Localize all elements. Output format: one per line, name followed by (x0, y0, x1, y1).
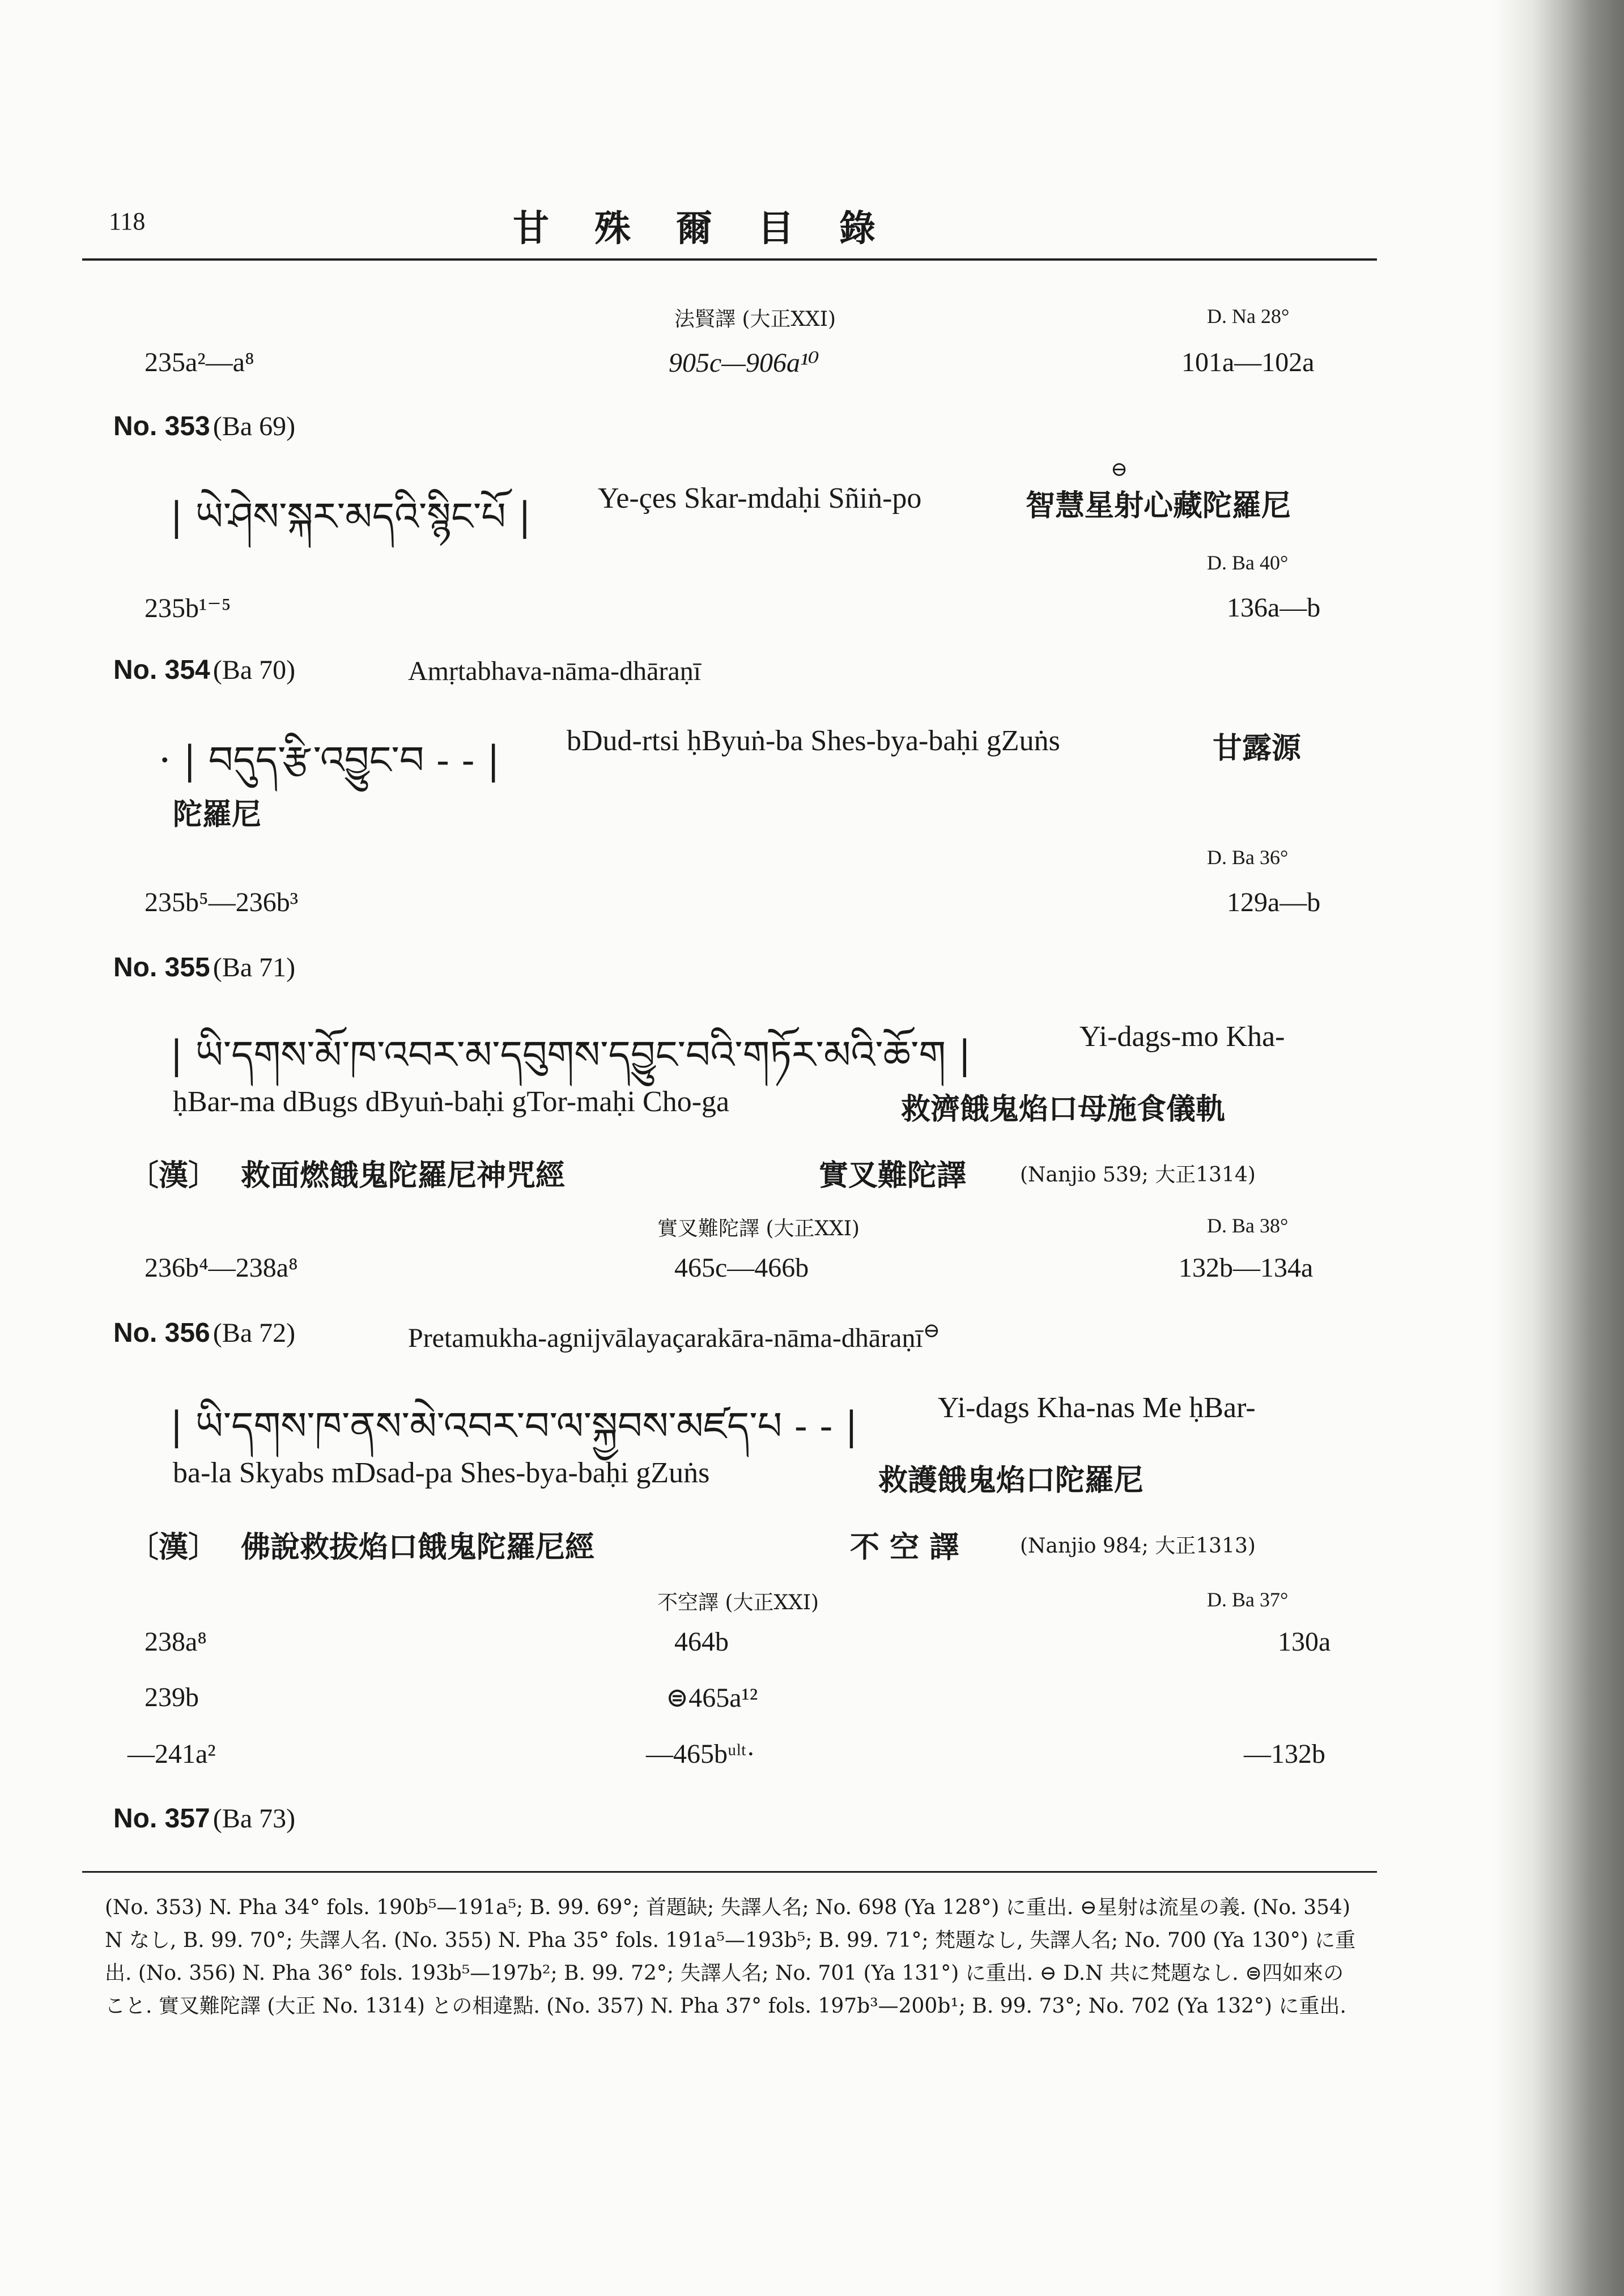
range-right: 132b—134a (1179, 1253, 1313, 1283)
tibetan-title: · | བདུད་རྩི་འབྱུང་བ - - | (159, 738, 500, 783)
han-label: 〔漢〕 (129, 1158, 218, 1193)
ref-head-right: D. Ba 37° (1207, 1588, 1289, 1611)
han-ref: (Nanjio 984; 大正1313) (1020, 1534, 1256, 1558)
transliteration: bDud-rtsi ḥByuṅ-ba Shes-bya-baḥi gZuṅs (567, 725, 1060, 757)
sanskrit-title-text: Pretamukha-agnijvālayaçarakāra-nāma-dhāraṇī (408, 1323, 923, 1353)
range-center: 464b (674, 1627, 729, 1657)
entry-number: No. 354 (113, 655, 210, 685)
range-right: 130a (1278, 1627, 1331, 1657)
range-left: 238a⁸ (144, 1627, 207, 1657)
page-title: 甘殊爾目錄 (513, 207, 921, 250)
page-number: 118 (109, 207, 146, 235)
ref-head-right: D. Ba 40° (1207, 551, 1289, 574)
range-right: 136a—b (1227, 593, 1321, 623)
chinese-title: 救濟餓鬼焰口母施食儀軌 (901, 1092, 1226, 1126)
entry-number: No. 356 (113, 1318, 210, 1348)
han-title: 佛說救拔焰口餓鬼陀羅尼經 (241, 1530, 595, 1564)
entry-heading (113, 952, 295, 983)
sanskrit-title: Amṛtabhava-nāma-dhāraṇī (408, 656, 702, 686)
range-center: ⊜465a¹² (666, 1683, 758, 1713)
range-left: 239b (144, 1682, 199, 1712)
entry-code: (Ba 69) (212, 411, 296, 441)
han-title: 救面燃餓鬼陀羅尼神咒經 (241, 1158, 566, 1193)
tibetan-title: | ཡི་དགས་མོ་ཁ་འབར་མ་དབུགས་དབྱུང་བའི་གཏོར་མའི་ཆོ་ག | (170, 1033, 971, 1078)
range-center: 905c—906a¹⁰ (669, 348, 819, 378)
sanskrit-title (408, 1319, 940, 1354)
range-right: 129a—b (1227, 887, 1321, 917)
range-left: 235b¹⁻⁵ (144, 593, 231, 623)
transliteration: Ye-çes Skar-mdaḥi Sñiṅ-po (598, 482, 922, 515)
transliteration: Yi-dags Kha-nas Me ḥBar- (938, 1392, 1256, 1424)
chinese-title-cont: 陀羅尼 (173, 797, 262, 832)
han-translator: 不 空 譯 (850, 1530, 959, 1564)
chinese-title: 甘露源 (1213, 731, 1302, 766)
entry-number: No. 357 (113, 1804, 210, 1834)
chinese-title: 救護餓鬼焰口陀羅尼 (878, 1463, 1144, 1498)
entry-number: No. 355 (113, 953, 210, 983)
range-center: —465bᵘˡᵗ· (646, 1739, 755, 1769)
ref-head-right: D. Ba 36° (1207, 846, 1289, 869)
han-translator: 實叉難陀譯 (819, 1158, 967, 1193)
note-mark: ⊖ (1111, 458, 1128, 481)
transliteration-cont: ḥBar-ma dBugs dByuṅ-baḥi gTor-maḥi Cho-ga (173, 1086, 730, 1118)
ref-head-center: 法賢譯 (大正XXI) (674, 308, 836, 331)
note-mark: ⊖ (922, 1319, 940, 1342)
tibetan-title: | ཡེ་ཤེས་སྐར་མདའི་སྙིང་པོ | (170, 495, 532, 539)
entry-heading (113, 1317, 295, 1349)
range-left: 235a²—a⁸ (144, 347, 254, 377)
range-left: 235b⁵—236b³ (144, 887, 299, 917)
entry-heading (113, 654, 295, 686)
transliteration: Yi-dags-mo Kha- (1079, 1021, 1285, 1053)
footnote-rule (82, 1871, 1377, 1873)
chinese-title: 智慧星射心藏陀羅尼 (1026, 488, 1291, 523)
range-left: 236b⁴—238a⁸ (144, 1253, 298, 1283)
entry-code: (Ba 72) (212, 1318, 296, 1348)
header-rule (82, 258, 1377, 261)
entry-heading (113, 411, 295, 442)
tibetan-title: | ཡི་དགས་ཁ་ནས་མེ་འབར་བ་ལ་སྐྱབས་མཛད་པ - - | (170, 1404, 858, 1449)
ref-head-right: D. Na 28° (1207, 305, 1290, 328)
han-label: 〔漢〕 (129, 1530, 218, 1564)
entry-code: (Ba 71) (212, 953, 296, 983)
ref-head-center: 實叉難陀譯 (大正XXI) (657, 1217, 860, 1240)
ref-head-right: D. Ba 38° (1207, 1214, 1289, 1237)
han-ref: (Nanjio 539; 大正1314) (1020, 1163, 1256, 1187)
footnotes: (No. 353) N. Pha 34° fols. 190b⁵—191a⁵; B. 99. 69°; 首題缺; 失譯人名; No. 698 (Ya 128°) に重出. ⊖星射は流星の義. (No. 354) N なし, B. 99. 70°; 失譯人名. (No. 355) N. Pha 35° fols. 191a⁵—193b⁵; B. 99. 71°; 梵題なし, 失譯人名; No. 700 (Ya 130°) に重出. (No. 356) N. Pha 36° fols. 193b⁵—197b²; B. 99. 72°; 失譯人名; No. 701 (Ya 131°) に重出. ⊖ D.N 共に梵題なし. ⊜四如來のこと. 實叉難陀譯 (大正 No. 1314) との相違點. (No. 357) N. Pha 37° fols. 197b³—200b¹; B. 99. 73°; No. 702 (Ya 132°) に重出. (105, 1896, 1356, 2018)
range-right: —132b (1244, 1739, 1325, 1769)
entry-code: (Ba 73) (212, 1804, 296, 1834)
transliteration-cont: ba-la Skyabs mDsad-pa Shes-bya-baḥi gZuṅs (173, 1457, 710, 1489)
range-left: —241a² (127, 1739, 216, 1769)
range-right: 101a—102a (1181, 347, 1315, 377)
entry-number: No. 353 (113, 411, 210, 441)
entry-heading (113, 1803, 295, 1834)
range-center: 465c—466b (674, 1253, 809, 1283)
entry-code: (Ba 70) (212, 655, 296, 685)
ref-head-center: 不空譯 (大正XXI) (657, 1591, 819, 1614)
page-edge-shadow (1494, 0, 1624, 2296)
